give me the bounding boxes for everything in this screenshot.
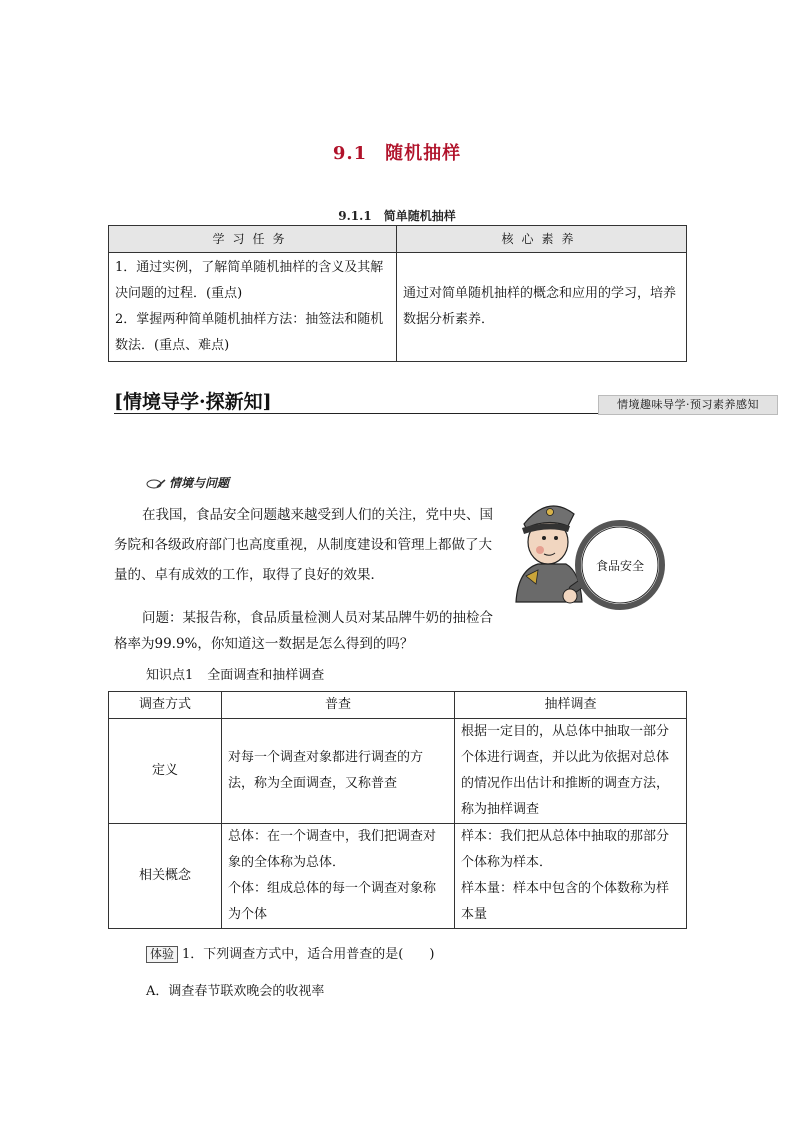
magnifier-label: 食品安全 [595, 559, 645, 573]
task-header-right: 核心素养 [397, 226, 687, 253]
situation-heading [146, 474, 229, 491]
task-cell-right: 通过对简单随机抽样的概念和应用的学习，培养数据分析素养． [397, 253, 687, 362]
banner-title: [情境导学·探新知] [114, 391, 272, 413]
knowledge-point-text: 全面调查和抽样调查 [207, 668, 325, 683]
row-label-concepts: 相关概念 [109, 824, 222, 929]
concept-sample: 样本：我们把从总体中抽取的那部分个体称为样本． [461, 829, 670, 870]
task-line-2: 2．掌握两种简单随机抽样方法：抽签法和随机数法．(重点、难点) [115, 312, 384, 353]
banner-divider [114, 413, 598, 414]
food-safety-illustration [508, 492, 668, 632]
option-a: A．调查春节联欢晚会的收视率 [146, 984, 325, 999]
section-number: 9.1 [332, 143, 368, 164]
census-definition: 对每一个调查对象都进行调查的方法，称为全面调查，又称普查 [222, 719, 455, 824]
census-concepts [222, 824, 455, 929]
section-title: 随机抽样 [385, 143, 462, 164]
survey-header-method: 调查方式 [109, 692, 222, 719]
situation-paragraph-2: 问题：某报告称，食品质量检测人员对某品牌牛奶的抽检合格率为99.9%，你知道这一数据是怎么得到的吗？ [114, 610, 493, 652]
sub-title-text: 简单随机抽样 [383, 209, 456, 223]
experience-question-text: 1．下列调查方式中，适合用普查的是( ) [182, 947, 435, 962]
task-cell-left [109, 253, 397, 362]
pen-icon [146, 478, 166, 490]
page-title [0, 139, 794, 165]
sub-number: 9.1.1 [338, 209, 372, 223]
concept-individual: 个体：组成总体的每一个调查对象称为个体 [228, 881, 437, 922]
survey-table [108, 691, 687, 929]
task-table [108, 225, 687, 362]
experience-tag: 体验 [146, 946, 178, 963]
table-row [109, 824, 687, 929]
sampling-definition: 根据一定目的，从总体中抽取一部分个体进行调查，并以此为依据对总体的情况作出估计和推断的调查方法，称为抽样调查 [455, 719, 687, 824]
sampling-concepts [455, 824, 687, 929]
task-header-left: 学习任务 [109, 226, 397, 253]
experience-question [146, 943, 434, 963]
survey-header-sampling: 抽样调查 [455, 692, 687, 719]
knowledge-point-number: 知识点1 [146, 668, 194, 683]
knowledge-point-title [146, 664, 324, 683]
concept-sample-size: 样本量：样本中包含的个体数称为样本量 [461, 881, 670, 922]
sub-title [0, 207, 794, 224]
situation-paragraph-1: 在我国，食品安全问题越来越受到人们的关注，党中央、国务院和各级政府部门也高度重视，从制度建设和管理上都做了大量的、卓有成效的工作，取得了良好的效果． [114, 507, 493, 583]
situation-heading-text: 情境与问题 [169, 476, 230, 490]
concept-population: 总体：在一个调查中，我们把调查对象的全体称为总体． [228, 829, 437, 870]
inspector-with-magnifier-icon [508, 492, 668, 632]
survey-header-census: 普查 [222, 692, 455, 719]
banner-tag: 情境趣味导学·预习素养感知 [598, 395, 778, 415]
table-row [109, 719, 687, 824]
row-label-definition: 定义 [109, 719, 222, 824]
task-line-1: 1．通过实例，了解简单随机抽样的含义及其解决问题的过程．(重点) [115, 260, 384, 301]
